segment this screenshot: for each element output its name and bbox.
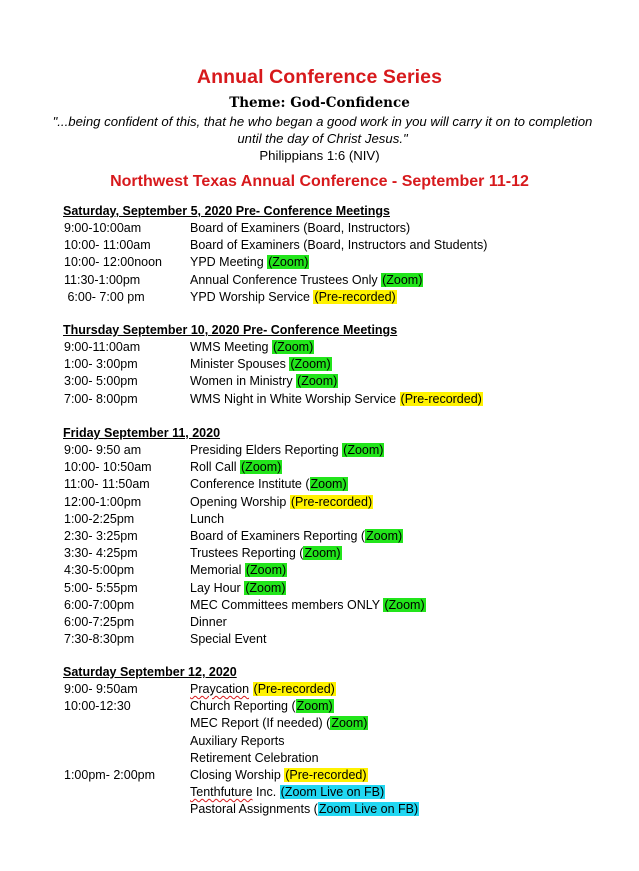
zoom-badge: Zoom): [304, 546, 341, 561]
schedule-row: [63, 733, 623, 750]
event-label: Minister Spouses: [190, 357, 290, 372]
row-time: 3:00- 5:00pm: [64, 374, 138, 389]
row-event: [190, 698, 334, 715]
row-event: [190, 220, 410, 237]
schedule-row: [63, 801, 623, 818]
row-time: 4:30-5:00pm: [64, 563, 135, 578]
row-event: [190, 511, 224, 528]
row-time: 9:00- 9:50am: [64, 682, 138, 696]
zoom-badge: (Zoom): [245, 580, 286, 595]
row-event: [190, 631, 266, 648]
row-event: [190, 289, 397, 306]
row-event: [190, 272, 423, 289]
schedule-row: [63, 220, 623, 237]
event-label: MEC Committees members ONLY: [190, 597, 384, 612]
row-time: 2:30- 3:25pm: [64, 528, 138, 543]
prerecorded-badge: (Pre-recorded): [314, 289, 396, 304]
schedule-row: [63, 459, 623, 476]
row-time: 9:00- 9:50 am: [64, 443, 142, 457]
row-time: 6:00- 7:00 pm: [64, 289, 145, 304]
event-label: Auxiliary Reports: [190, 733, 285, 748]
row-event: [190, 442, 384, 459]
row-time: 1:00-2:25pm: [64, 511, 135, 526]
row-event: [190, 545, 342, 562]
zoom-badge: (Zoom): [241, 460, 282, 475]
row-time: 5:00- 5:55pm: [64, 580, 138, 595]
schedule-section: [63, 322, 623, 408]
event-label: WMS Night in White Worship Service: [190, 391, 400, 406]
zoom-badge: Zoom): [331, 716, 368, 731]
schedule-row: [63, 254, 623, 271]
row-event: [190, 733, 284, 750]
row-time: 9:00-10:00am: [64, 221, 142, 235]
scripture-reference: Philippians 1:6 (NIV): [259, 148, 380, 163]
event-label: Praycation: [190, 682, 250, 696]
schedule-row: [63, 272, 623, 289]
zoom-badge: (Zoom): [343, 443, 384, 457]
schedule-row: [63, 442, 623, 459]
event-label: Annual Conference Trustees Only: [190, 272, 382, 287]
row-event: [190, 476, 348, 493]
row-time: 10:00- 10:50am: [64, 460, 152, 475]
event-label: YPD Meeting: [190, 255, 268, 270]
event-label: Trustees Reporting (: [190, 546, 304, 561]
row-time: 9:00-11:00am: [64, 340, 141, 354]
row-event: [190, 580, 286, 597]
event-label: Women in Ministry: [190, 374, 297, 389]
row-event: [190, 494, 373, 511]
schedule-row: [63, 784, 623, 801]
row-time: 10:00-12:30: [64, 699, 131, 714]
row-event: [190, 528, 403, 545]
row-event: [190, 784, 385, 801]
schedule-section: [63, 664, 623, 819]
event-label: Tenthfuture: [190, 785, 253, 800]
row-time: 11:00- 11:50am: [64, 477, 150, 492]
row-event: [190, 750, 319, 767]
row-time: 10:00- 11:00am: [64, 238, 151, 253]
schedule-row: [63, 511, 623, 528]
event-label: Church Reporting (: [190, 699, 296, 714]
schedule-row: [63, 562, 623, 579]
row-event: [190, 597, 426, 614]
document-title: Annual Conference Series: [196, 66, 443, 88]
schedule-row: [63, 373, 623, 390]
schedule-row: [63, 681, 623, 698]
event-label: Memorial: [190, 563, 245, 578]
event-label: Closing Worship: [190, 767, 285, 782]
scripture-quote: "...being confident of this, that he who began a good work in you will carry it on to completion until the day of Christ Jesus.": [52, 114, 593, 146]
row-event: [190, 767, 368, 784]
row-time: 10:00- 12:00noon: [64, 255, 163, 270]
event-label: Opening Worship: [190, 494, 290, 509]
schedule-row: [63, 476, 623, 493]
event-label: Presiding Elders Reporting: [190, 443, 343, 457]
row-event: [190, 614, 227, 631]
row-time: 1:00- 3:00pm: [64, 357, 138, 372]
row-event: [190, 391, 483, 408]
theme-line: Theme: God-Confidence: [229, 95, 410, 111]
schedule-row: [63, 750, 623, 767]
section-heading: Friday September 11, 2020: [63, 426, 221, 440]
event-label: Board of Examiners (Board, Instructors and Students): [190, 238, 488, 253]
event-label: Dinner: [190, 614, 227, 629]
schedule-row: [63, 545, 623, 562]
event-label: WMS Meeting: [190, 340, 272, 354]
row-time: 7:00- 8:00pm: [64, 391, 138, 406]
schedule-row: [63, 289, 623, 306]
zoom-badge: Zoom): [310, 477, 347, 492]
row-time: 6:00-7:00pm: [64, 597, 135, 612]
prerecorded-badge: (Pre-recorded): [290, 494, 373, 509]
row-event: [190, 715, 368, 732]
zoom-badge: (Zoom): [268, 255, 309, 270]
section-heading: Saturday September 12, 2020: [63, 665, 237, 679]
event-label: MEC Report (If needed) (: [190, 716, 331, 731]
schedule-row: [63, 767, 623, 784]
row-event: [190, 459, 282, 476]
row-time: 11:30-1:00pm: [64, 272, 141, 287]
prerecorded-badge: (Pre-recorded): [253, 682, 335, 696]
schedule-row: [63, 356, 623, 373]
schedule-row: [63, 631, 623, 648]
prerecorded-badge: (Pre-recorded): [400, 391, 482, 406]
event-label-rest: Inc.: [252, 785, 280, 800]
event-label: Special Event: [190, 632, 267, 647]
row-event: [190, 801, 419, 818]
zoom-badge: (Zoom): [384, 597, 425, 612]
row-event: [190, 373, 338, 390]
schedule-row: [63, 237, 623, 254]
schedule-row: [63, 391, 623, 408]
row-time: 3:30- 4:25pm: [64, 546, 138, 561]
row-time: 1:00pm- 2:00pm: [64, 767, 156, 782]
row-event: [190, 237, 487, 254]
row-event: [190, 254, 309, 271]
zoom-live-fb-badge: (Zoom Live on FB): [280, 785, 385, 800]
zoom-badge: (Zoom): [245, 563, 287, 578]
event-label: Lay Hour: [190, 580, 245, 595]
row-time: 12:00-1:00pm: [64, 494, 142, 509]
row-event: [190, 681, 336, 698]
row-time: 7:30-8:30pm: [64, 632, 135, 647]
schedule-row: [63, 339, 623, 356]
section-heading: Saturday, September 5, 2020 Pre- Conference Meetings: [63, 204, 390, 218]
zoom-badge: (Zoom): [297, 374, 338, 389]
schedule-row: [63, 698, 623, 715]
event-label: Lunch: [190, 511, 225, 526]
event-label: YPD Worship Service: [190, 289, 314, 304]
schedule-row: [63, 597, 623, 614]
event-label: Pastoral Assignments (: [190, 802, 318, 817]
section-heading: Thursday September 10, 2020 Pre- Conference Meetings: [63, 323, 398, 337]
row-event: [190, 562, 287, 579]
schedule-row: [63, 614, 623, 631]
zoom-badge: Zoom): [296, 699, 333, 714]
event-label: Roll Call: [190, 460, 241, 475]
schedule-row: [63, 580, 623, 597]
row-time: 6:00-7:25pm: [64, 614, 135, 629]
event-label: Board of Examiners (Board, Instructors): [190, 221, 411, 235]
row-event: [190, 356, 332, 373]
event-label: Conference Institute (: [190, 477, 310, 492]
zoom-badge: (Zoom): [272, 340, 314, 354]
zoom-badge: (Zoom): [382, 272, 423, 287]
schedule-row: [63, 494, 623, 511]
prerecorded-badge: (Pre-recorded): [285, 767, 367, 782]
schedule-section: [63, 203, 623, 306]
schedule-row: [63, 715, 623, 732]
schedule-row: [63, 528, 623, 545]
event-label: Board of Examiners Reporting (: [190, 528, 366, 543]
zoom-live-fb-badge: Zoom Live on FB): [318, 802, 419, 817]
conference-subtitle: Northwest Texas Annual Conference - September 11-12: [110, 173, 529, 190]
row-event: [190, 339, 314, 356]
zoom-badge: (Zoom): [290, 357, 331, 372]
schedule-section: [63, 425, 623, 648]
zoom-badge: Zoom): [366, 528, 403, 543]
event-label: Retirement Celebration: [190, 750, 319, 765]
